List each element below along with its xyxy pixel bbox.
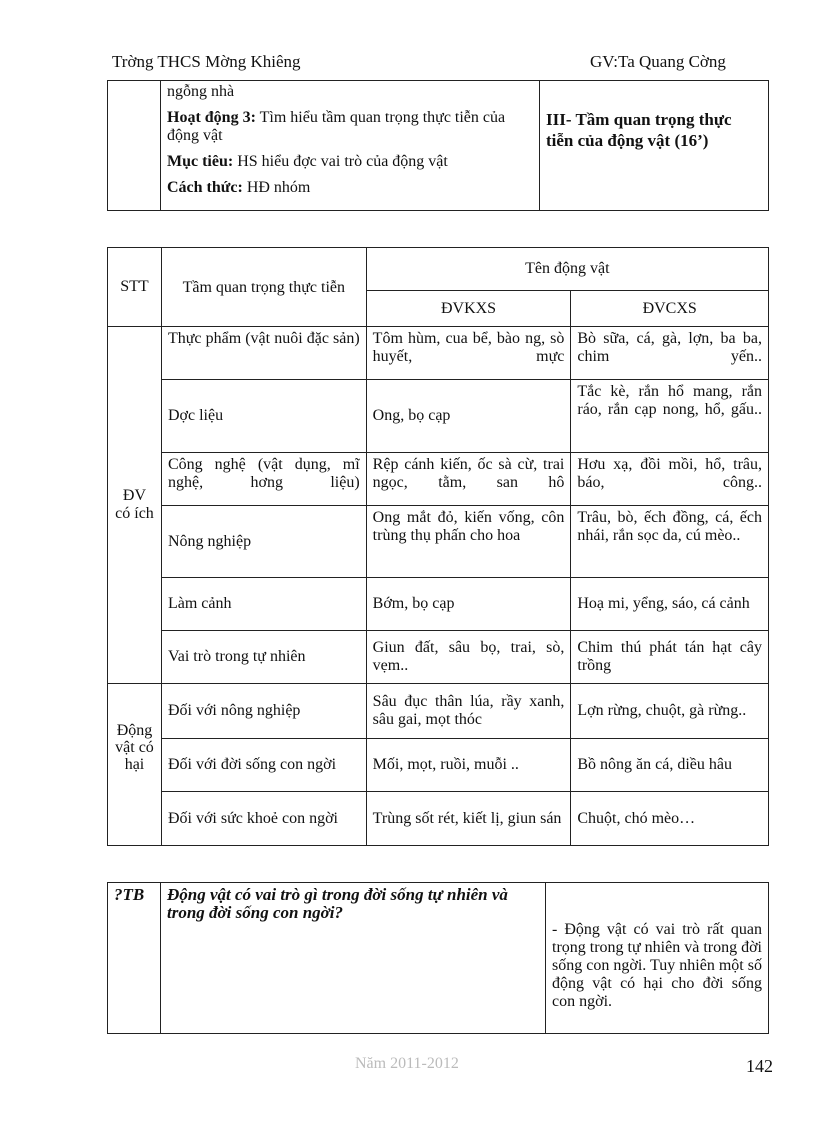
goal-text: HS hiểu đợc vai trò của động vật	[233, 153, 448, 170]
table-row-vert: Trâu, bò, ếch đồng, cá, ếch nhái, rắn sọc da, cú mèo..	[571, 506, 769, 578]
table-row-invert: Sâu đục thân lúa, rầy xanh, sâu gai, mọt thóc	[366, 684, 571, 739]
page-number: 142	[746, 1056, 773, 1076]
table-row-vert: Bò sữa, cá, gà, lợn, ba ba, chim yến..	[571, 327, 769, 380]
table-row-role: Dợc liệu	[161, 380, 366, 453]
importance-table	[107, 247, 769, 846]
header-names: Tên động vật	[366, 248, 768, 291]
group-harmful: Động vật có hại	[108, 684, 162, 846]
question-tag: ?TB	[108, 883, 161, 1034]
table-row-role: Nông nghiệp	[161, 506, 366, 578]
header-school: Trờng THCS Mờng Khiêng	[112, 52, 301, 71]
table-row-invert: Giun đất, sâu bọ, trai, sò, vẹm..	[366, 631, 571, 684]
top-empty-cell	[108, 81, 161, 211]
answer-text: - Động vật có vai trò rất quan trọng trong tự nhiên và trong đời sống con ngời. Tuy nhiên một số động vật có hại cho đời sống con ngời.	[546, 883, 769, 1034]
table-row-role: Công nghệ (vật dụng, mĩ nghệ, hơng liệu)	[161, 453, 366, 506]
header-dvcxs: ĐVCXS	[571, 291, 769, 327]
table-row-role: Đối với sức khoẻ con ngời	[161, 792, 366, 846]
method-text: HĐ nhóm	[242, 179, 311, 196]
top-activity-cell	[161, 81, 540, 211]
question-text: Động vật có vai trò gì trong đời sống tự nhiên và trong đời sống con ngời?	[161, 883, 546, 1034]
table-row-invert: Trùng sốt rét, kiết lị, giun sán	[366, 792, 571, 846]
table-row-vert: Chim thú phát tán hạt cây trồng	[571, 631, 769, 684]
header-dvkxs: ĐVKXS	[366, 291, 571, 327]
group-useful: ĐV có ích	[108, 327, 162, 684]
header-teacher: GV:Ta Quang Cờng	[590, 52, 726, 71]
table-row-vert: Tắc kè, rắn hổ mang, rắn ráo, rắn cạp nong, hổ, gấu..	[571, 380, 769, 453]
table-row-invert: Rệp cánh kiến, ốc sà cừ, trai ngọc, tằm, san hô	[366, 453, 571, 506]
table-row-invert: Ong mắt đỏ, kiến vống, côn trùng thụ phấn cho hoa	[366, 506, 571, 578]
top-block-table	[107, 80, 769, 211]
question-table	[107, 882, 769, 1034]
table-row-role: Vai trò trong tự nhiên	[161, 631, 366, 684]
header-importance: Tầm quan trọng thực tiễn	[161, 248, 366, 327]
table-row-invert: Ong, bọ cạp	[366, 380, 571, 453]
table-row-role: Làm cảnh	[161, 578, 366, 631]
section-title: III- Tầm quan trọng thực tiễn của động vật (16’)	[540, 81, 769, 211]
footer-year: Năm 2011-2012	[355, 1055, 459, 1072]
table-row-vert: Hơu xạ, đồi mồi, hổ, trâu, báo, công..	[571, 453, 769, 506]
goal-line	[167, 153, 533, 171]
table-row-vert: Hoạ mi, yểng, sáo, cá cảnh	[571, 578, 769, 631]
table-row-invert: Tôm hùm, cua bể, bào ng, sò huyết, mực	[366, 327, 571, 380]
top-line0: ngỗng nhà	[167, 83, 235, 100]
goal-label: Mục tiêu:	[167, 153, 234, 170]
table-row-vert: Chuột, chó mèo…	[571, 792, 769, 846]
activity-line	[167, 109, 533, 145]
header-stt: STT	[108, 248, 162, 327]
method-label: Cách thức:	[167, 179, 243, 196]
table-row-vert: Lợn rừng, chuột, gà rừng..	[571, 684, 769, 739]
table-row-vert: Bồ nông ăn cá, diều hâu	[571, 739, 769, 792]
table-row-invert: Mối, mọt, ruồi, muỗi ..	[366, 739, 571, 792]
table-row-role: Thực phẩm (vật nuôi đặc sản)	[161, 327, 366, 380]
method-line	[167, 179, 533, 197]
activity-text: Tìm hiểu tầm quan trọng thực tiễn của động vật	[167, 109, 506, 144]
table-row-invert: Bớm, bọ cạp	[366, 578, 571, 631]
table-row-role: Đối với nông nghiệp	[161, 684, 366, 739]
table-row-role: Đối với đời sống con ngời	[161, 739, 366, 792]
activity-label: Hoạt động 3:	[167, 109, 256, 126]
